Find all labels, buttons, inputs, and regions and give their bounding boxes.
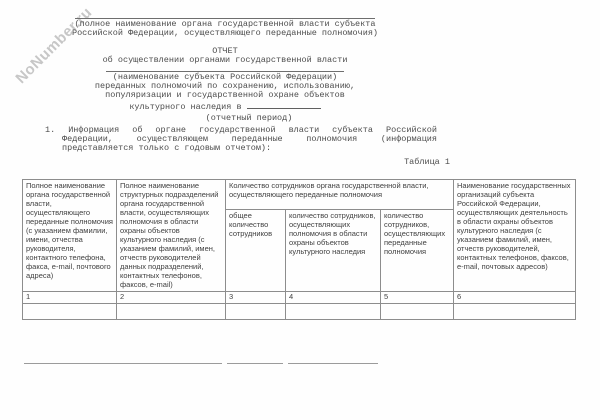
period-caption: (отчетный период) [205,113,293,123]
report-title: ОТЧЕТ [212,46,238,56]
header-cell-col4: количество сотрудников, осуществляющих полномочия в области охраны объектов культурного наследия [286,210,381,292]
watermark: NoNumber.ru [12,3,96,88]
signature-line-2 [227,363,283,365]
header-cell-col2: Полное наименование структурных подразделений органа государственной власти, осуществляющих полномочия в области охраны объектов культурного наследия (с указанием фамилий, имен, отчеств руководителей данных подразделений, контактных телефонов, факсов, e-mail) [117,180,226,292]
section-1-line3: представляется только с годовым отчетом): [62,143,272,154]
section-1-line1: 1. Информация об органе государственной власти субъекта Российской [45,125,437,135]
table-1-label: Таблица 1 [404,157,450,167]
empty-cell [381,304,454,320]
body-line3-text: культурного наследия в [129,102,242,112]
column-number: 3 [226,292,286,304]
org-caption-line1: (полное наименование органа государственной власти субъекта [74,19,376,29]
column-number: 5 [381,292,454,304]
column-number: 4 [286,292,381,304]
report-period-blank [247,100,321,109]
column-number: 2 [117,292,226,304]
empty-cell [286,304,381,320]
header-cell-col6: Наименование государственных организаций субъекта Российской Федерации, осуществляющих деятельность в области охраны объектов культурного наследия (с указанием фамилий, имен, отчеств руководителей, контактных телефонов, факсов, e-mail, почтовых адресов) [454,180,576,292]
column-number: 6 [454,292,576,304]
empty-cell [117,304,226,320]
body-line1: переданных полномочий по сохранению, использованию, [94,81,356,91]
body-line3 [27,100,423,112]
report-subtitle: об осуществлении органами государственной власти [102,55,348,65]
header-cell-col1: Полное наименование органа государственной власти, осуществляющего переданные полномочия (с указанием фамилии, имени, отчества руководителя, контактного телефона, факса, e-mail, почтового адреса) [23,180,117,292]
column-number-row [23,292,576,304]
section-1-paragraph [45,126,437,154]
empty-cell [226,304,286,320]
section-1-line2: Федерации, осуществляющем переданные полномочия (информация [62,134,437,145]
empty-data-row [23,304,576,320]
signature-line-3 [288,363,378,365]
signature-line-1 [24,363,222,365]
header-cell-col3: общее количество сотрудников [226,210,286,292]
header-cell-group: Количество сотрудников органа государственной власти, осуществляющего переданные полномочия [226,180,454,210]
table-header-row-1 [23,180,576,210]
empty-cell [23,304,117,320]
report-header [27,0,423,123]
table-1 [22,179,576,320]
column-number: 1 [23,292,117,304]
body-line2: популяризации и государственной охране объектов [105,90,345,100]
signature-lines [24,363,378,365]
header-cell-col5: количество сотрудников, осуществляющих переданные полномочия [381,210,454,292]
empty-cell [454,304,576,320]
org-caption-line2: Российской Федерации, осуществляющего переданные полномочия) [71,28,379,38]
subject-caption: (наименование субъекта Российской Федерации) [112,72,338,82]
